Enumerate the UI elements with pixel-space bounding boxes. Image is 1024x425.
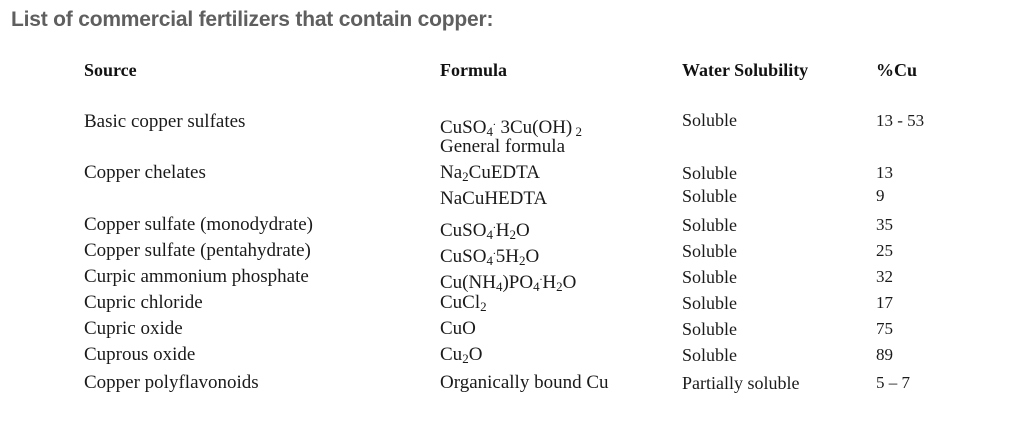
table-cell-solubility: Soluble — [682, 293, 738, 313]
table-cell-formula: General formula — [440, 136, 566, 157]
table-cell-cu: 5 – 7 — [876, 373, 910, 392]
column-header-formula: Formula — [440, 60, 507, 80]
table-cell-solubility: Soluble — [682, 267, 738, 287]
table-cell-source: Curpic ammonium phosphate — [84, 266, 309, 287]
table-cell-solubility: Soluble — [682, 163, 738, 183]
table-cell-solubility: Soluble — [682, 215, 738, 235]
column-header-water-solubility: Water Solubility — [682, 60, 809, 80]
table-cell-cu: 32 — [876, 267, 893, 286]
table-cell-solubility: Soluble — [682, 241, 738, 261]
column-header-cu-percent: %Cu — [876, 60, 918, 80]
table-cell-cu: 13 — [876, 163, 893, 182]
table-cell-formula: CuCl$_2$ — [440, 292, 487, 314]
table-cell-formula: NaCuHEDTA — [440, 188, 548, 209]
table-cell-solubility: Soluble — [682, 186, 738, 206]
table-cell-formula: Organically bound Cu — [440, 372, 609, 393]
table-cell-source: Copper polyflavonoids — [84, 372, 259, 393]
table-cell-solubility: Soluble — [682, 110, 738, 130]
table-cell-formula: $CuSO_4^.H_2O$ — [440, 219, 530, 242]
table-cell-formula: $Na_2CuEDTA$ — [440, 162, 540, 184]
table-cell-solubility: Partially soluble — [682, 373, 800, 393]
table-cell-cu: 9 — [876, 186, 885, 205]
table-cell-source: Basic copper sulfates — [84, 111, 246, 132]
table-cell-solubility: Soluble — [682, 319, 738, 339]
table-cell-formula: CuSO$_4$. 3Cu(OH) $_2$ — [440, 116, 582, 139]
table-cell-formula: $CuSO_4^.5H_2O$ — [440, 245, 540, 268]
page-title: List of commercial fertilizers that contain copper: — [11, 8, 494, 31]
table-cell-cu: 13 - 53 — [876, 111, 925, 130]
table-cell-formula: $Cu_2O$ — [440, 344, 483, 366]
table-cell-source: Copper sulfate (pentahydrate) — [84, 240, 311, 261]
table-cell-cu: 35 — [876, 215, 893, 234]
table-cell-source: Copper chelates — [84, 162, 206, 183]
table-cell-cu: 17 — [876, 293, 893, 312]
table-cell-formula: $Cu(NH_4)PO_4^.H_2O$ — [440, 271, 577, 294]
table-cell-formula: CuO — [440, 318, 476, 339]
table-cell-solubility: Soluble — [682, 345, 738, 365]
table-cell-source: Cupric oxide — [84, 318, 183, 339]
table-cell-source: Copper sulfate (monodydrate) — [84, 214, 313, 235]
table-cell-cu: 89 — [876, 345, 893, 364]
column-header-source: Source — [84, 60, 137, 80]
table-cell-source: Cupric chloride — [84, 292, 203, 313]
table-cell-source: Cuprous oxide — [84, 344, 196, 365]
table-cell-cu: 25 — [876, 241, 893, 260]
table-cell-cu: 75 — [876, 319, 893, 338]
